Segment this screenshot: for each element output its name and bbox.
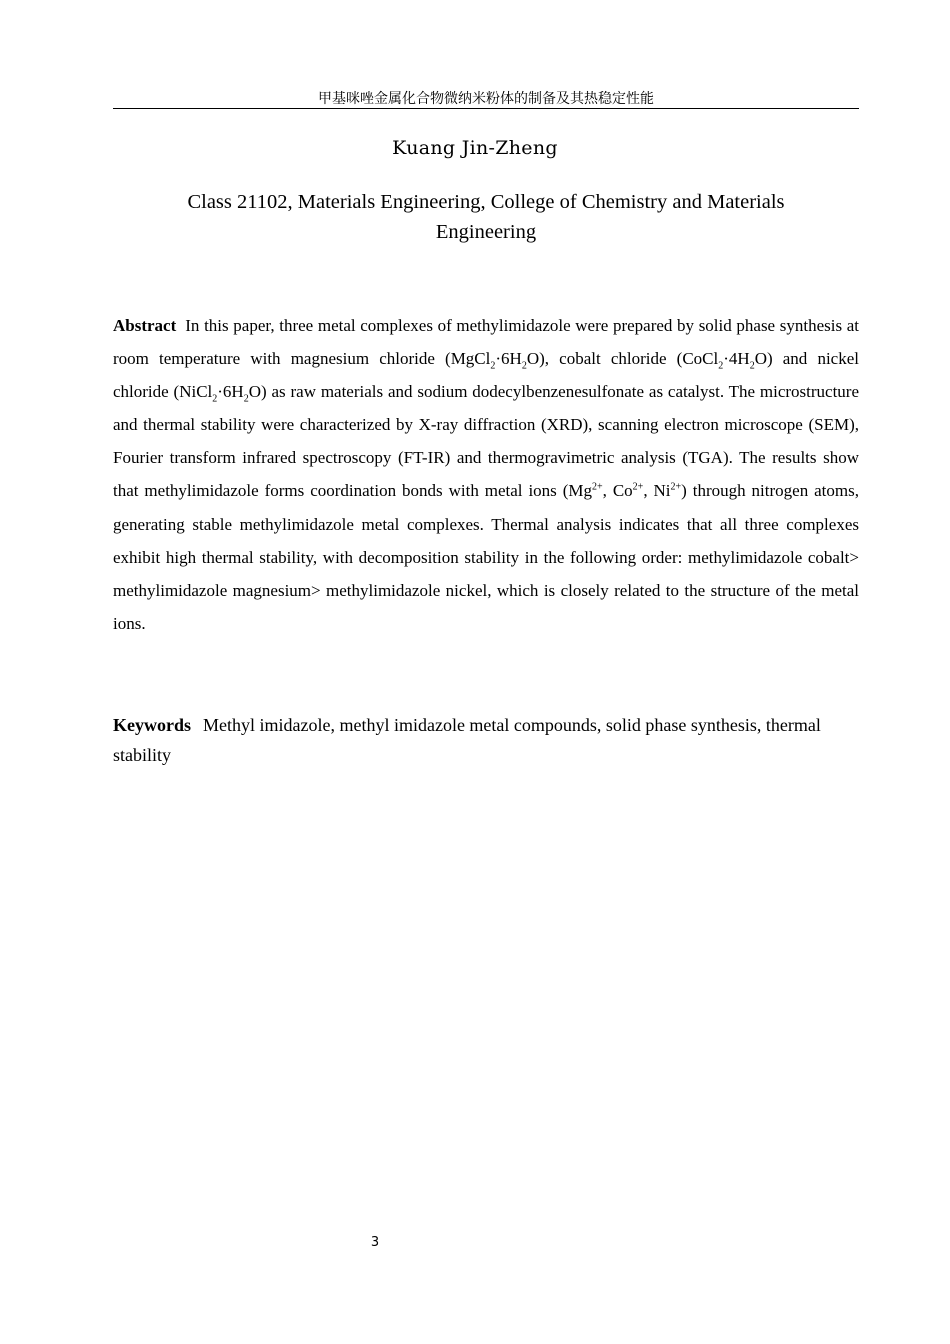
abstract-text: O) and nickel chloride (NiCl: [113, 349, 859, 402]
superscript: 2+: [632, 481, 644, 493]
keywords-text: Methyl imidazole, methyl imidazole metal compounds, solid phase synthesis, thermal stability: [113, 715, 821, 765]
author-affiliation: Class 21102, Materials Engineering, College of Chemistry and Materials Engineering: [187, 191, 785, 243]
abstract-text: O), cobalt chloride (CoCl: [526, 349, 719, 369]
abstract-text: O) as raw materials and sodium dodecylbenzenesulfonate as catalyst. The microstructure and thermal stability were characterized by X-ray diffraction (XRD), scanning electron microscope (SEM), Fourier transform infrared spectroscopy (FT-IR) and thermogravimetric analysis (TGA). The results show that methylimidazole forms coordination bonds with metal ions (Mg: [113, 382, 860, 501]
abstract-text: In this paper, three metal complexes of methylimidazole were prepared by solid phase synthesis at room temperature with magnesium chloride (MgCl: [113, 316, 859, 369]
subscript: 2: [718, 360, 724, 372]
running-header: [113, 90, 859, 109]
superscript: 2+: [670, 481, 682, 493]
page-number: 3: [370, 1235, 380, 1250]
subscript: 2: [243, 393, 249, 405]
subscript: 2: [490, 360, 496, 372]
abstract-paragraph: [113, 309, 859, 640]
abstract-text: , Ni: [643, 481, 671, 501]
superscript: 2+: [592, 481, 603, 493]
abstract-text: , Co: [602, 481, 633, 501]
abstract-text: ·4H: [723, 349, 750, 369]
abstract-label: Abstract: [113, 316, 177, 335]
keywords-paragraph: [113, 710, 859, 770]
abstract-text: ·6H: [217, 382, 244, 402]
keywords-label: Keywords: [113, 715, 191, 735]
author-name: Kuang Jin-Zheng: [392, 137, 558, 159]
subscript: 2: [749, 360, 755, 372]
running-title: 甲基咪唑金属化合物微纳米粉体的制备及其热稳定性能: [318, 91, 654, 107]
abstract-text: ) through nitrogen atoms, generating stable methylimidazole metal complexes. Thermal analysis indicates that all three complexes exhibit high thermal stability, with decomposition stability in the following order: methylimidazole cobalt> methylimidazole magnesium> methylimidazole nickel, which is closely related to the structure of the metal ions.: [113, 481, 859, 633]
subscript: 2: [212, 393, 218, 405]
subscript: 2: [521, 360, 527, 372]
abstract-text: ·6H: [495, 349, 522, 369]
